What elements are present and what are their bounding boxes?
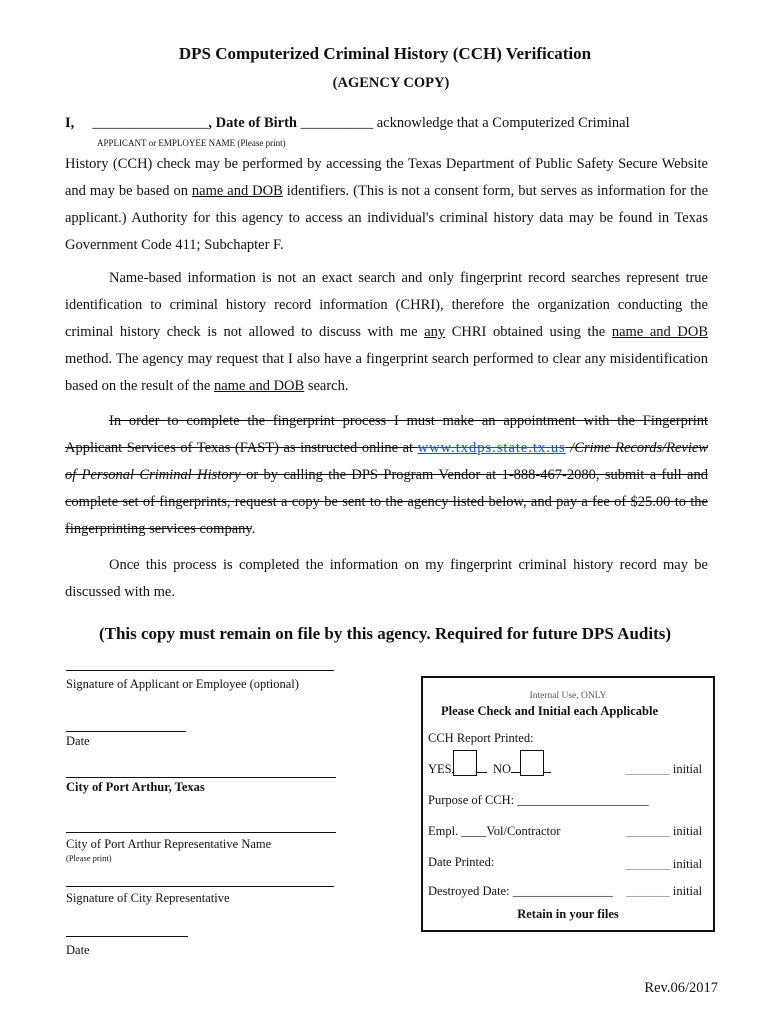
initial-field-4[interactable]: _______ initial	[626, 884, 703, 898]
initial-field-1[interactable]: _______ initial	[626, 762, 703, 776]
applicant-name-blank[interactable]: ________________	[92, 115, 209, 131]
ack-suffix: acknowledge that a Computerized Criminal	[376, 115, 630, 131]
applicant-signature-label: Signature of Applicant or Employee (optional)	[66, 677, 299, 691]
paragraph-once-completed: Once this process is completed the information on my fingerprint criminal history record may be discussed with me.	[65, 557, 708, 600]
representative-signature-line[interactable]	[66, 886, 334, 887]
purpose-field[interactable]: Purpose of CCH: _____________________	[428, 793, 649, 807]
check-instruction: Please Check and Initial each Applicable	[441, 704, 659, 718]
no-checkbox[interactable]	[520, 750, 544, 776]
internal-use-box	[421, 676, 715, 932]
representative-name-line[interactable]	[66, 832, 336, 833]
report-printed-label: CCH Report Printed:	[428, 731, 534, 745]
date-line-2[interactable]	[66, 936, 188, 937]
retain-note: Retain in your files	[517, 907, 619, 921]
initial-field-3[interactable]: _______ initial	[626, 857, 703, 871]
please-print-caption: (Please print)	[66, 853, 112, 863]
date-label-2: Date	[66, 943, 90, 957]
yes-checkbox[interactable]	[453, 750, 477, 776]
paragraph-fingerprint-process: In order to complete the fingerprint process I must make an appointment with the Fingerprint Applicant Services of Texas (FAST) as instructed online at www.txdps.state.tx.us /Crime Records/Review of Personal Criminal History or by calling the DPS Program Vendor at 1-888-467-2080, submit a full and complete set of fingerprints, request a copy be sent to the agency listed below, and pay a fee of $25.00 to the fingerprinting services company.	[65, 413, 708, 537]
dob-blank[interactable]: __________	[300, 115, 374, 131]
representative-name-label: City of Port Arthur Representative Name	[66, 837, 272, 851]
city-label: City of Port Arthur, Texas	[66, 780, 205, 794]
date-line-1[interactable]	[66, 731, 186, 732]
city-line	[66, 777, 336, 778]
internal-use-label: Internal Use, ONLY	[529, 691, 607, 701]
audit-notice: (This copy must remain on file by this agency. Required for future DPS Audits)	[98, 624, 672, 643]
agency-copy-subtitle: (AGENCY COPY)	[332, 75, 450, 91]
paragraph-name-based: Name-based information is not an exact search and only fingerprint record searches represent true identification to criminal history record information (CHRI), therefore the organization conducting the criminal history check is not allowed to discuss with me any CHRI obtained using the name and DOB method. The agency may request that I also have a fingerprint search performed to clear any misidentification based on the result of the name and DOB search.	[65, 270, 708, 394]
destroyed-date-field[interactable]: Destroyed Date: ________________	[428, 884, 613, 898]
form-title: DPS Computerized Criminal History (CCH) Verification	[178, 44, 592, 63]
ack-prefix: I,	[65, 115, 75, 131]
representative-signature-label: Signature of City Representative	[66, 891, 230, 905]
txdps-link[interactable]: www.txdps.state.tx.us	[417, 440, 566, 456]
paragraph-cch-check: History (CCH) check may be performed by accessing the Texas Department of Public Safety Secure Website and may be based on name and DOB identifiers. (This is not a consent form, but serves as information for the applicant.) Authority for this agency to access an individual's criminal history data may be found in Texas Government Code 411; Subchapter F.	[65, 156, 709, 253]
applicant-signature-line[interactable]	[66, 670, 334, 671]
initial-field-2[interactable]: _______ initial	[626, 824, 703, 838]
dob-label: , Date of Birth	[208, 115, 297, 131]
no-option: NO	[493, 762, 551, 777]
acknowledgment-line	[65, 115, 630, 132]
date-printed-label: Date Printed:	[428, 855, 495, 869]
date-label-1: Date	[66, 734, 90, 748]
yes-option: YES	[428, 762, 487, 777]
empl-field[interactable]: Empl. ____Vol/Contractor	[428, 824, 561, 838]
revision-label: Rev.06/2017	[644, 980, 718, 996]
applicant-name-caption: APPLICANT or EMPLOYEE NAME (Please print)	[97, 138, 286, 148]
